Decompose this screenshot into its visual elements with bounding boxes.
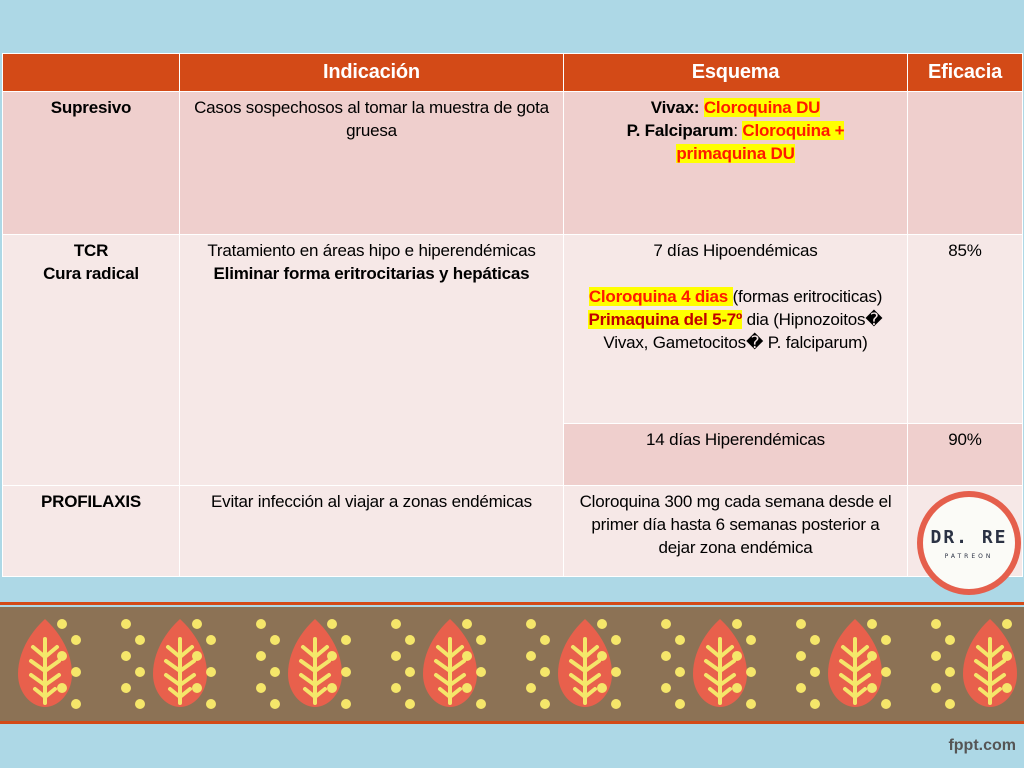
dot-ornament	[270, 667, 280, 677]
leaf-icon	[150, 617, 210, 709]
dot-ornament	[1002, 683, 1012, 693]
dot-ornament	[256, 651, 266, 661]
cell-indicacion-profilaxis: Evitar infección al viajar a zonas endémicas	[180, 486, 564, 577]
dot-ornament	[57, 619, 67, 629]
dot-ornament	[121, 651, 131, 661]
tcr-indicacion-text: Tratamiento en áreas hipo e hiperendémicas	[207, 241, 536, 260]
falciparum-label: P. Falciparum	[626, 121, 734, 140]
dot-ornament	[135, 699, 145, 709]
dot-ornament	[327, 651, 337, 661]
dot-ornament	[810, 667, 820, 677]
table-header-row	[3, 54, 1023, 92]
dot-ornament	[327, 683, 337, 693]
dot-ornament	[256, 619, 266, 629]
dot-ornament	[611, 699, 621, 709]
dot-ornament	[661, 651, 671, 661]
dot-ornament	[341, 699, 351, 709]
dot-ornament	[675, 635, 685, 645]
table-row-tcr	[3, 235, 1023, 424]
dot-ornament	[391, 651, 401, 661]
dot-ornament	[675, 699, 685, 709]
leaf-icon	[825, 617, 885, 709]
dot-ornament	[796, 651, 806, 661]
logo-brand: DR. RE	[930, 527, 1008, 548]
dot-ornament	[732, 651, 742, 661]
dot-ornament	[1002, 619, 1012, 629]
falciparum-sep: :	[733, 121, 743, 140]
primaquina-5-7: Primaquina del 5-7º	[588, 310, 743, 329]
dot-ornament	[341, 635, 351, 645]
dot-ornament	[476, 667, 486, 677]
dot-ornament	[540, 635, 550, 645]
dot-ornament	[206, 699, 216, 709]
dot-ornament	[1002, 651, 1012, 661]
dot-ornament	[476, 699, 486, 709]
header-indicacion: Indicación	[180, 54, 564, 92]
dot-ornament	[796, 619, 806, 629]
dot-ornament	[135, 667, 145, 677]
dot-ornament	[540, 667, 550, 677]
header-esquema: Esquema	[564, 54, 908, 92]
cura-radical-label: Cura radical	[43, 264, 139, 283]
dot-ornament	[256, 683, 266, 693]
decorative-leaf-band	[0, 607, 1024, 721]
leaf-icon	[555, 617, 615, 709]
dot-ornament	[732, 619, 742, 629]
dot-ornament	[121, 619, 131, 629]
dot-ornament	[611, 635, 621, 645]
dot-ornament	[796, 683, 806, 693]
dot-ornament	[405, 635, 415, 645]
cell-indicacion-tcr	[180, 235, 564, 486]
dot-ornament	[867, 683, 877, 693]
dot-ornament	[121, 683, 131, 693]
cell-esquema-profilaxis: Cloroquina 300 mg cada semana desde el primer día hasta 6 semanas posterior a dejar zona endémica	[564, 486, 908, 577]
dot-ornament	[71, 667, 81, 677]
header-eficacia: Eficacia	[908, 54, 1023, 92]
dot-ornament	[57, 651, 67, 661]
dot-ornament	[597, 651, 607, 661]
tcr-label: TCR	[73, 241, 109, 260]
dot-ornament	[945, 667, 955, 677]
dot-ornament	[867, 651, 877, 661]
dot-ornament	[206, 667, 216, 677]
dot-ornament	[881, 699, 891, 709]
dot-ornament	[270, 635, 280, 645]
dot-ornament	[57, 683, 67, 693]
dot-ornament	[675, 667, 685, 677]
dot-ornament	[71, 699, 81, 709]
dot-ornament	[810, 699, 820, 709]
cloroquina-4-dias-detail: (formas eritrociticas)	[732, 287, 883, 306]
table-row-supresivo	[3, 92, 1023, 235]
treatment-table	[2, 53, 1023, 577]
dot-ornament	[341, 667, 351, 677]
dot-ornament	[405, 667, 415, 677]
dot-ornament	[931, 651, 941, 661]
dot-ornament	[945, 635, 955, 645]
cell-eficacia-supresivo	[908, 92, 1023, 235]
cell-eficacia-hipo: 85%	[908, 235, 1023, 424]
dot-ornament	[327, 619, 337, 629]
dot-ornament	[881, 667, 891, 677]
dot-ornament	[391, 619, 401, 629]
dr-re-logo	[917, 491, 1021, 595]
falciparum-drug-2: primaquina DU	[676, 144, 795, 163]
dot-ornament	[810, 635, 820, 645]
dot-ornament	[526, 683, 536, 693]
falciparum-drug-1: Cloroquina +	[742, 121, 845, 140]
dot-ornament	[746, 635, 756, 645]
cell-esquema-hiper: 14 días Hiperendémicas	[564, 424, 908, 486]
leaf-icon	[420, 617, 480, 709]
dot-ornament	[270, 699, 280, 709]
dot-ornament	[462, 619, 472, 629]
dot-ornament	[192, 683, 202, 693]
cell-eficacia-hiper: 90%	[908, 424, 1023, 486]
cell-tipo-profilaxis: PROFILAXIS	[3, 486, 180, 577]
cell-tipo-supresivo: Supresivo	[3, 92, 180, 235]
cell-tipo-tcr	[3, 235, 180, 486]
leaf-icon	[15, 617, 75, 709]
tcr-indicacion-goal: Eliminar forma eritrocitarias y hepáticas	[213, 264, 530, 283]
header-empty	[3, 54, 180, 92]
dot-ornament	[71, 635, 81, 645]
cloroquina-4-dias: Cloroquina 4 dias	[588, 287, 733, 306]
dot-ornament	[462, 683, 472, 693]
dot-ornament	[661, 619, 671, 629]
dot-ornament	[405, 699, 415, 709]
dot-ornament	[746, 699, 756, 709]
primaquina-detail: dia (Hipnozoitos� Vivax, Gametocitos� P. falciparum)	[603, 310, 883, 352]
vivax-drug: Cloroquina DU	[703, 98, 821, 117]
dot-ornament	[192, 651, 202, 661]
dot-ornament	[540, 699, 550, 709]
dot-ornament	[746, 667, 756, 677]
cell-esquema-hipo	[564, 235, 908, 424]
dot-ornament	[391, 683, 401, 693]
table-row-profilaxis	[3, 486, 1023, 577]
dot-ornament	[135, 635, 145, 645]
dot-ornament	[462, 651, 472, 661]
dot-ornament	[867, 619, 877, 629]
dot-ornament	[931, 683, 941, 693]
dot-ornament	[945, 699, 955, 709]
logo-sub: PATREON	[944, 553, 994, 560]
dot-ornament	[881, 635, 891, 645]
dot-ornament	[732, 683, 742, 693]
dot-ornament	[476, 635, 486, 645]
dot-ornament	[931, 619, 941, 629]
vivax-label: Vivax:	[650, 98, 704, 117]
dot-ornament	[611, 667, 621, 677]
dot-ornament	[192, 619, 202, 629]
dot-ornament	[206, 635, 216, 645]
band-top-line	[0, 602, 1024, 605]
leaf-icon	[285, 617, 345, 709]
dot-ornament	[526, 619, 536, 629]
cell-indicacion-supresivo: Casos sospechosos al tomar la muestra de gota gruesa	[180, 92, 564, 235]
dot-ornament	[661, 683, 671, 693]
cell-esquema-supresivo	[564, 92, 908, 235]
leaf-icon	[960, 617, 1020, 709]
dot-ornament	[597, 619, 607, 629]
hipo-title: 7 días Hipoendémicas	[653, 241, 818, 260]
fppt-watermark: fppt.com	[948, 737, 1016, 754]
dot-ornament	[526, 651, 536, 661]
leaf-icon	[690, 617, 750, 709]
band-bottom-line	[0, 721, 1024, 724]
dot-ornament	[597, 683, 607, 693]
